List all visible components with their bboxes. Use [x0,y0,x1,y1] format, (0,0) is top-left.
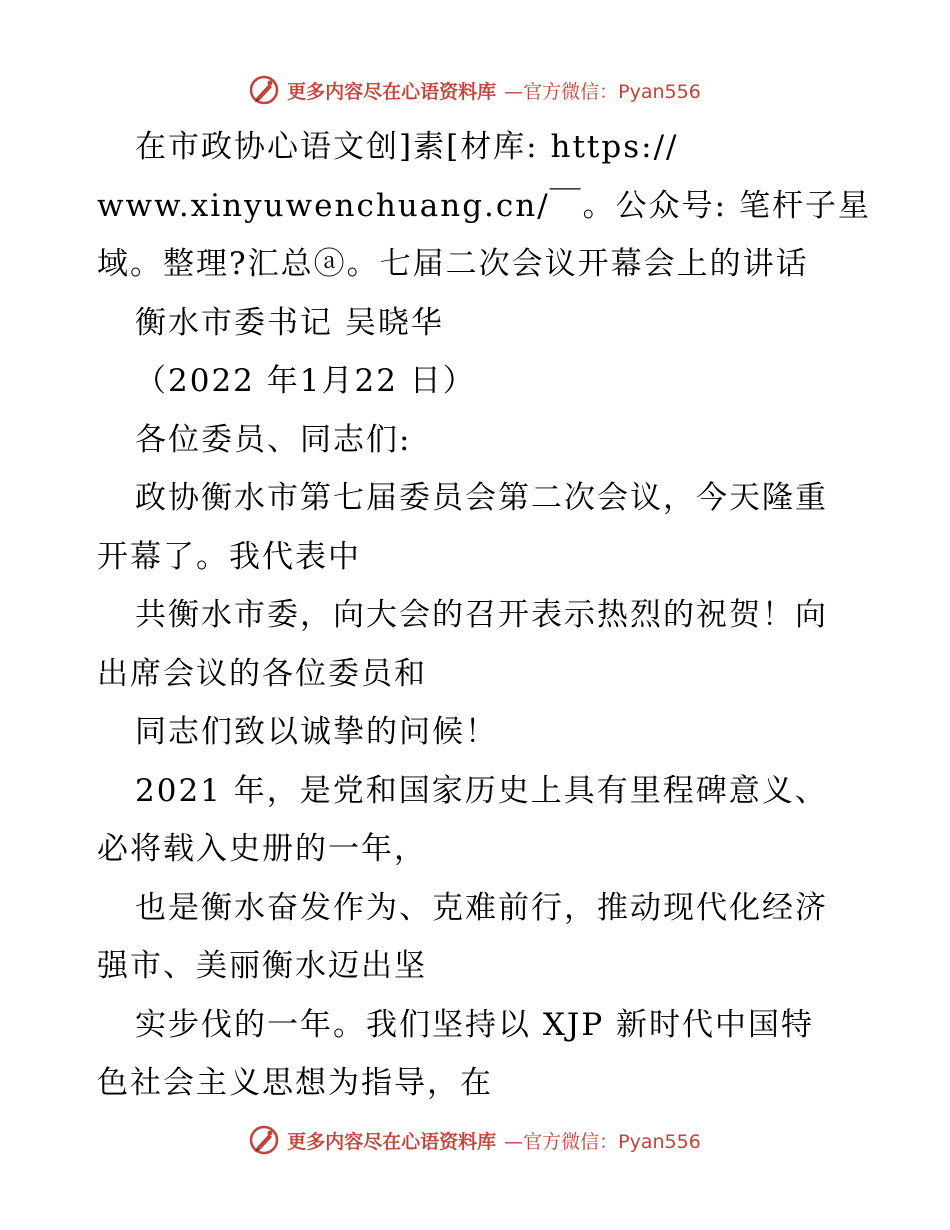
watermark-group [249,1125,701,1155]
text-line: 色社会主义思想为指导，在 [97,1065,493,1101]
date-line: （2022 年1月22 日） [135,363,476,399]
salutation-line: 各位委员、同志们: [135,421,412,458]
watermark-suffix-text: —官方微信：Pyan556 [504,80,701,103]
text-line: 共衡水市委，向大会的召开表示热烈的祝贺！向 [135,597,828,633]
text-line: 政协衡水市第七届委员会第二次会议，今天隆重 [135,480,828,516]
pen-logo-icon [249,75,279,105]
text-line: www.xinyuwenchuang.cn/￣。公众号: 笔杆子星 [97,187,871,224]
pen-logo-icon [249,1125,279,1155]
text-line: 强市、美丽衡水迈出坚 [97,948,427,984]
footer-watermark [0,1120,950,1160]
text-line: 2021 年，是党和国家历史上具有里程碑意义、 [135,772,828,809]
text-line: 必将载入史册的一年， [97,831,427,867]
header-watermark [0,70,950,110]
text-line: 在市政协心语文创]素[材库: https:// [135,129,679,165]
document-body [97,118,871,1113]
watermark-suffix-text: —官方微信：Pyan556 [504,1130,701,1153]
text-line: 同志们致以诚挚的问候！ [135,714,498,750]
watermark-main-text: 更多内容尽在心语资料库 [287,80,497,103]
text-line: 实步伐的一年。我们坚持以 XJP 新时代中国特 [135,1006,815,1043]
text-line: 域。整理?汇总ⓐ。七届二次会议开幕会上的讲话 [97,246,809,282]
watermark-main-text: 更多内容尽在心语资料库 [287,1130,497,1153]
speaker-line: 衡水市委书记 吴晓华 [135,304,444,341]
watermark-group [249,75,701,105]
text-line: 也是衡水奋发作为、克难前行，推动现代化经济 [135,889,828,926]
text-line: 出席会议的各位委员和 [97,655,427,692]
text-line: 开幕了。我代表中 [97,538,361,575]
